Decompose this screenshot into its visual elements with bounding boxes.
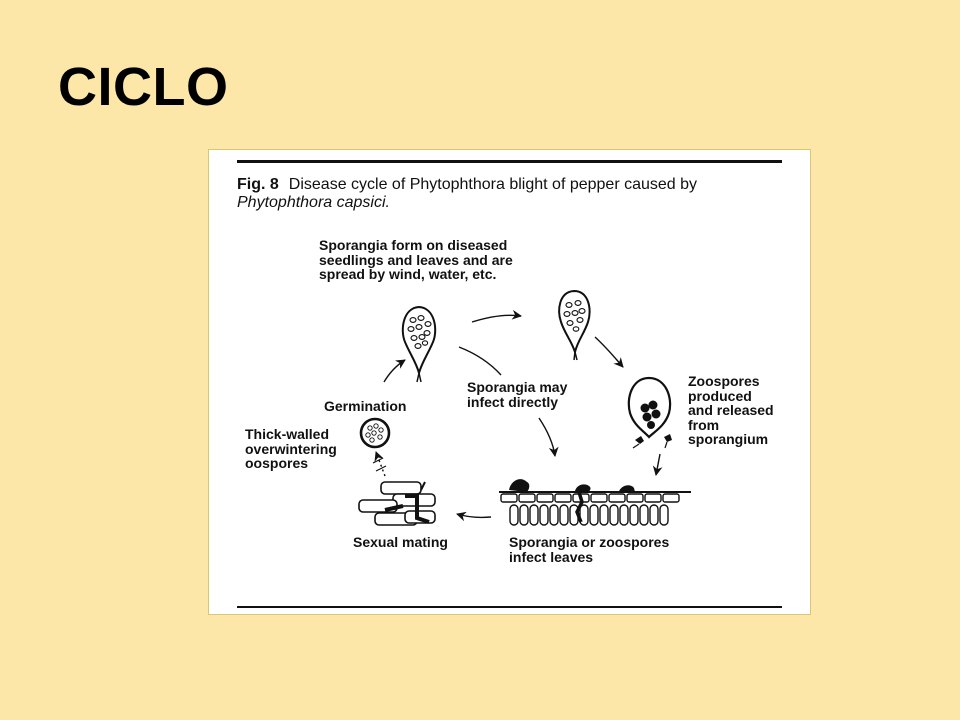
slide-title: CICLO xyxy=(58,57,229,117)
label-sexual-mating: Sexual mating xyxy=(353,534,448,550)
arrow-direct-infection-upper xyxy=(459,347,501,375)
oospore-illustration xyxy=(361,419,389,447)
arrow-to-mating xyxy=(457,514,491,517)
zoosporangium-illustration xyxy=(629,378,672,448)
label-zoospores: Zoospores produced and released from sporangium xyxy=(688,373,774,447)
figure-panel xyxy=(208,149,811,615)
arrow-oospores-up xyxy=(376,452,385,476)
caption-species: Phytophthora capsici. xyxy=(237,194,390,211)
arrow-spread xyxy=(472,315,521,322)
arrow-direct-infection-lower xyxy=(539,418,555,456)
figure-label: Fig. 8 xyxy=(237,176,279,193)
caption-text: Disease cycle of Phytophthora blight of pepper caused by xyxy=(288,176,698,193)
label-oospores: Thick-walled overwintering oospores xyxy=(245,426,337,471)
sporangium-right-illustration xyxy=(559,291,589,360)
bottom-rule xyxy=(237,606,782,608)
label-sporangia-form: Sporangia form on diseased seedlings and leaves and are spread by wind, water, etc. xyxy=(319,237,513,282)
leaf-tissue-illustration xyxy=(499,479,691,525)
label-germination: Germination xyxy=(324,398,407,414)
sexual-mating-illustration xyxy=(359,482,435,525)
label-sporangia-infect-directly: Sporangia may infect directly xyxy=(467,379,568,410)
arrow-to-zoosporangium xyxy=(595,337,623,367)
arrow-germination xyxy=(384,360,405,382)
arrow-zoospores-down xyxy=(656,454,660,475)
label-infect-leaves: Sporangia or zoospores infect leaves xyxy=(509,534,670,565)
arrow-hatch-marks xyxy=(373,458,386,471)
sporangium-left-illustration xyxy=(403,307,435,382)
